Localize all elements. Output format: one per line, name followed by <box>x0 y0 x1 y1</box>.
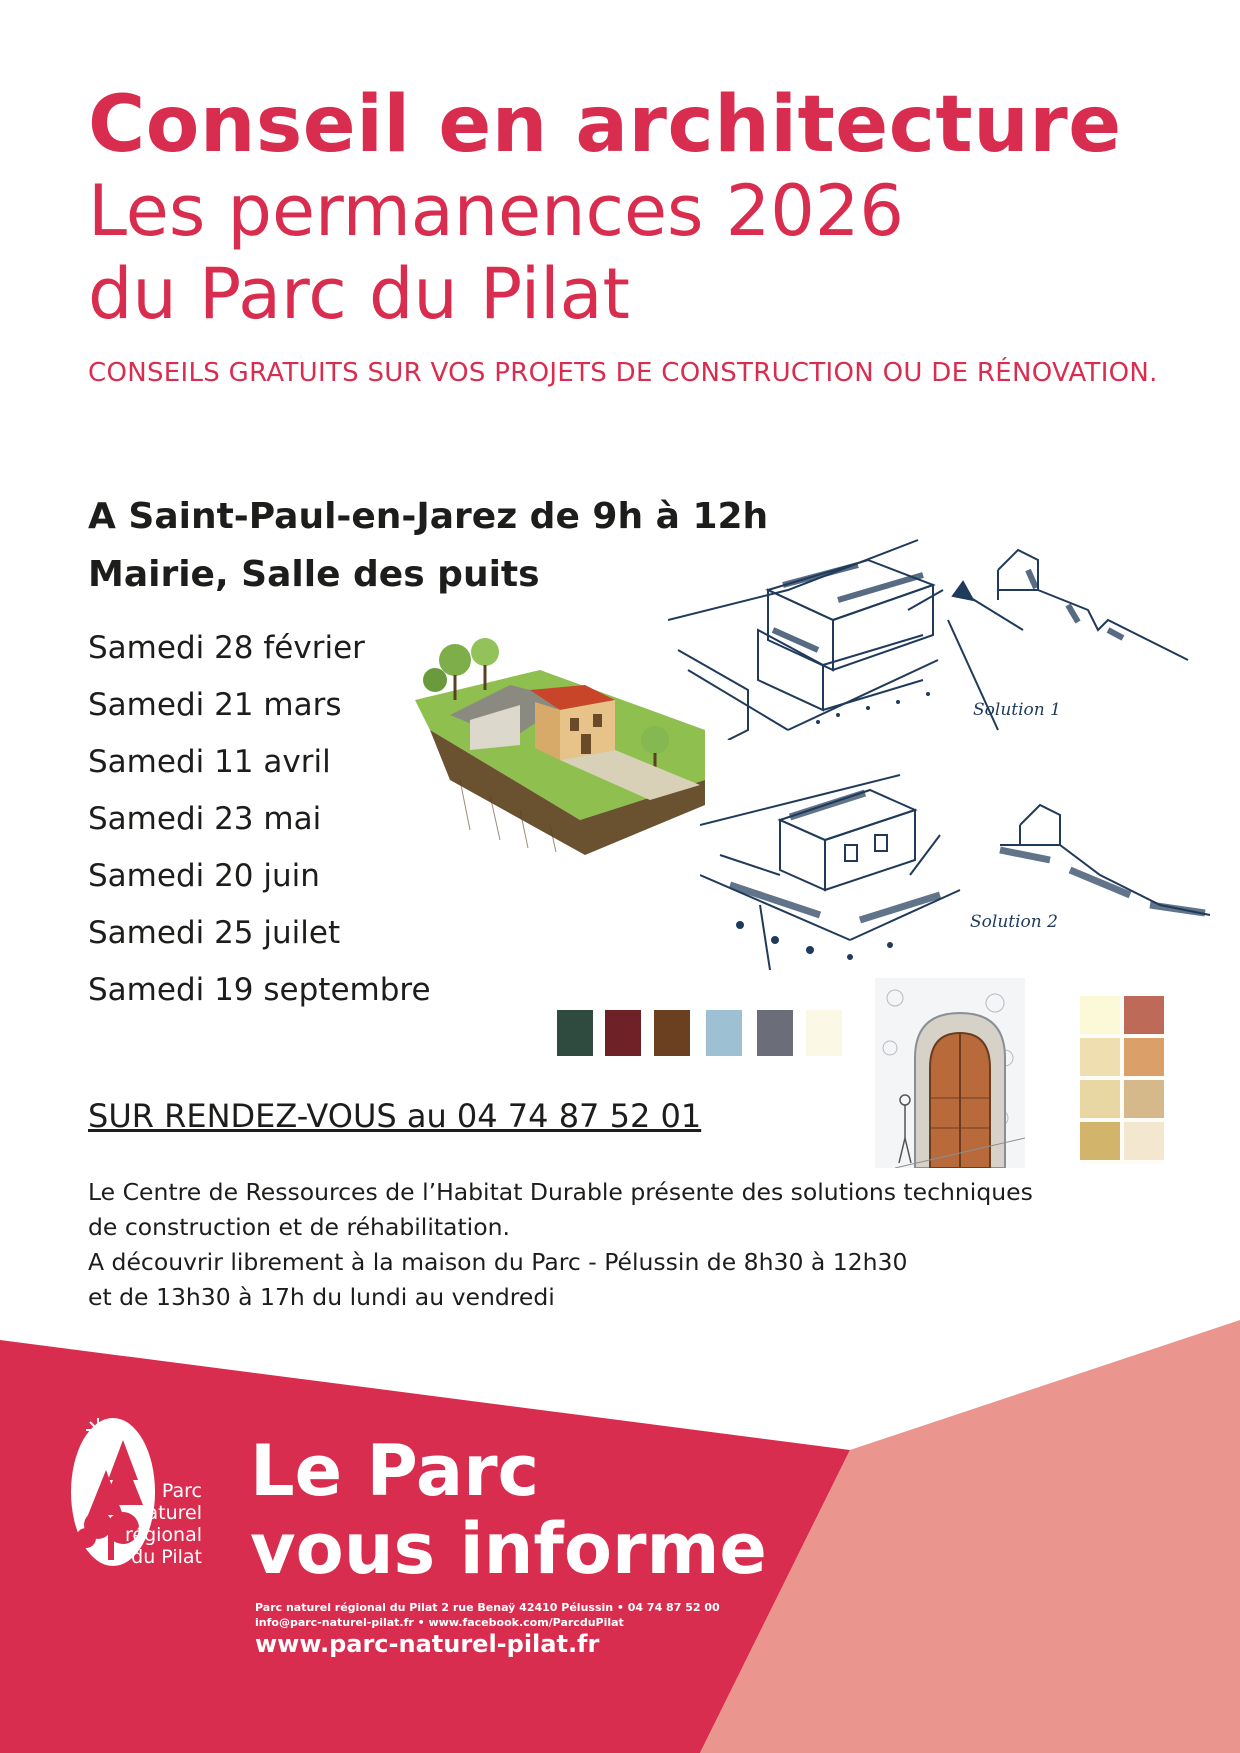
footer-website-link[interactable]: www.parc-naturel-pilat.fr <box>255 1630 600 1658</box>
sketch-solution-2 <box>700 765 1230 970</box>
dates-list <box>88 620 431 1019</box>
info-line: de construction et de réhabilitation. <box>88 1213 510 1241</box>
color-swatch <box>806 1010 842 1056</box>
date-item: Samedi 21 mars <box>88 687 342 723</box>
info-line: et de 13h30 à 17h du lundi au vendredi <box>88 1283 555 1311</box>
date-item: Samedi 23 mai <box>88 801 322 837</box>
info-line: A découvrir librement à la maison du Parc - Pélussin de 8h30 à 12h30 <box>88 1248 908 1276</box>
color-swatch <box>757 1010 793 1056</box>
color-palette-card <box>1080 996 1164 1164</box>
palette-chip <box>1124 1122 1164 1160</box>
footer-title <box>250 1432 767 1588</box>
poster-title: Conseil en architecture <box>88 80 1122 170</box>
palette-chip <box>1080 996 1120 1034</box>
palette-chip <box>1124 996 1164 1034</box>
footer-address <box>255 1600 720 1630</box>
subtitle-line-1: Les permanences 2026 <box>88 170 904 252</box>
tagline: CONSEILS GRATUITS SUR VOS PROJETS DE CONSTRUCTION OU DE RÉNOVATION. <box>88 358 1158 388</box>
date-item: Samedi 28 février <box>88 630 365 666</box>
location-line-1: A Saint-Paul-en-Jarez de 9h à 12h <box>88 496 769 537</box>
date-item: Samedi 11 avril <box>88 744 331 780</box>
footer-address-line: Parc naturel régional du Pilat 2 rue Benaÿ 42410 Pélussin • 04 74 87 52 00 <box>255 1601 720 1614</box>
solution-1-label: Solution 1 <box>973 700 1061 720</box>
date-item: Samedi 20 juin <box>88 858 320 894</box>
solution-2-label: Solution 2 <box>970 912 1058 932</box>
subtitle-line-2: du Parc du Pilat <box>88 252 630 335</box>
logo-line: régional <box>124 1524 202 1546</box>
info-paragraph <box>88 1175 1068 1315</box>
color-swatch <box>654 1010 690 1056</box>
logo-line: du Pilat <box>131 1546 202 1568</box>
date-item: Samedi 25 juilet <box>88 915 341 951</box>
palette-chip <box>1080 1038 1120 1076</box>
sketch-solution-1 <box>668 530 1228 740</box>
color-swatch <box>706 1010 742 1056</box>
location-line-2: Mairie, Salle des puits <box>88 554 540 595</box>
footer-title-line-1: Le Parc <box>250 1430 540 1512</box>
color-swatch <box>605 1010 641 1056</box>
footer-title-line-2: vous informe <box>250 1508 767 1590</box>
logo-text <box>110 1480 202 1568</box>
info-line: Le Centre de Ressources de l’Habitat Durable présente des solutions techniques <box>88 1178 1033 1206</box>
date-item: Samedi 19 septembre <box>88 972 431 1008</box>
poster-subtitle <box>88 170 904 335</box>
appointment-phone: SUR RENDEZ-VOUS au 04 74 87 52 01 <box>88 1097 702 1135</box>
palette-chip <box>1124 1038 1164 1076</box>
door-sketch <box>875 978 1025 1168</box>
palette-chip <box>1080 1080 1120 1118</box>
footer-address-line: info@parc-naturel-pilat.fr • www.facebook.com/ParcduPilat <box>255 1616 624 1629</box>
color-swatch <box>557 1010 593 1056</box>
house-illustration <box>410 630 710 860</box>
location-block <box>88 488 768 604</box>
logo-line: naturel <box>134 1502 202 1524</box>
palette-chip <box>1124 1080 1164 1118</box>
logo-line: Parc <box>161 1480 202 1502</box>
palette-chip <box>1080 1122 1120 1160</box>
